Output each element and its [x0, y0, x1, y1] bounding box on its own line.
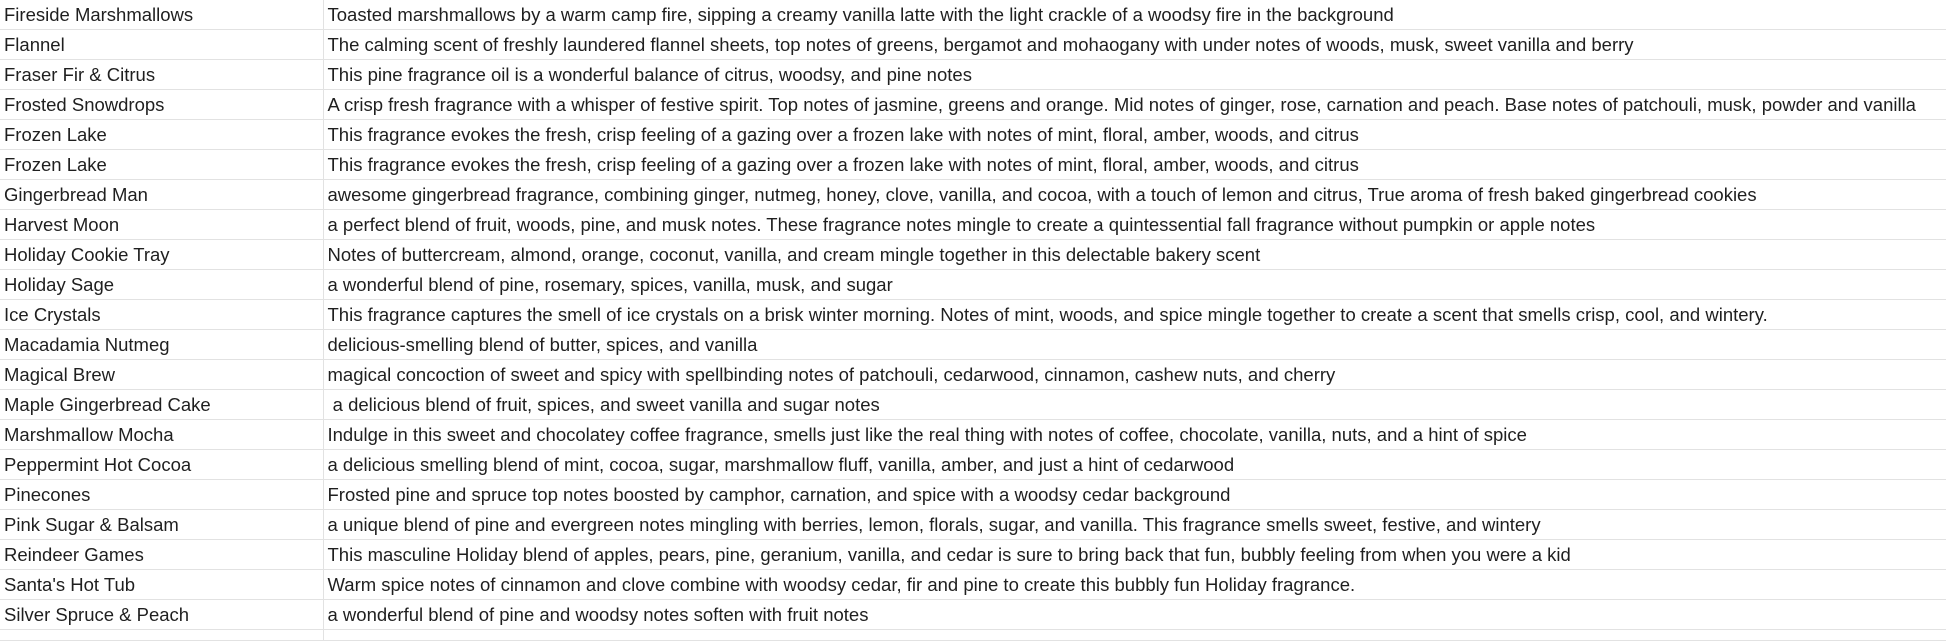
table-row [0, 360, 1946, 390]
fragrance-name-cell[interactable]: Marshmallow Mocha [0, 420, 323, 450]
fragrance-description-cell[interactable]: Indulge in this sweet and chocolatey coffee fragrance, smells just like the real thing with notes of coffee, chocolate, vanilla, nuts, and a hint of spice [323, 420, 1946, 450]
fragrance-description-cell[interactable]: The calming scent of freshly laundered flannel sheets, top notes of greens, bergamot and mohaogany with under notes of woods, musk, sweet vanilla and berry [323, 30, 1946, 60]
table-row [0, 420, 1946, 450]
fragrance-name-cell[interactable]: Frozen Lake [0, 150, 323, 180]
fragrance-description-cell[interactable]: a wonderful blend of pine, rosemary, spices, vanilla, musk, and sugar [323, 270, 1946, 300]
table-row [0, 180, 1946, 210]
fragrance-name-cell[interactable]: Fireside Marshmallows [0, 0, 323, 30]
fragrance-name-cell[interactable]: Silver Spruce & Peach [0, 600, 323, 630]
fragrance-description-cell[interactable]: delicious-smelling blend of butter, spices, and vanilla [323, 330, 1946, 360]
table-row [0, 600, 1946, 630]
fragrance-description-cell[interactable]: A crisp fresh fragrance with a whisper of festive spirit. Top notes of jasmine, greens and orange. Mid notes of ginger, rose, carnation and peach. Base notes of patchouli, musk, powder and vanilla [323, 90, 1946, 120]
fragrance-description-cell[interactable]: Notes of buttercream, almond, orange, coconut, vanilla, and cream mingle together in this delectable bakery scent [323, 240, 1946, 270]
table-row [0, 270, 1946, 300]
table-row [0, 210, 1946, 240]
fragrance-name-cell[interactable]: Santa's Hot Tub [0, 570, 323, 600]
table-row [0, 540, 1946, 570]
table-row [0, 240, 1946, 270]
fragrance-name-cell[interactable]: Pink Sugar & Balsam [0, 510, 323, 540]
fragrance-name-cell[interactable]: Holiday Sage [0, 270, 323, 300]
fragrance-description-cell[interactable]: This fragrance evokes the fresh, crisp feeling of a gazing over a frozen lake with notes of mint, floral, amber, woods, and citrus [323, 120, 1946, 150]
fragrance-name-cell[interactable]: Frozen Lake [0, 120, 323, 150]
fragrance-name-cell[interactable]: Fraser Fir & Citrus [0, 60, 323, 90]
table-row [0, 300, 1946, 330]
fragrance-name-cell[interactable]: Maple Gingerbread Cake [0, 390, 323, 420]
table-row [0, 450, 1946, 480]
fragrance-name-cell[interactable]: Harvest Moon [0, 210, 323, 240]
fragrance-description-cell[interactable]: This masculine Holiday blend of apples, pears, pine, geranium, vanilla, and cedar is sure to bring back that fun, bubbly feeling from when you were a kid [323, 540, 1946, 570]
fragrance-description-cell[interactable]: magical concoction of sweet and spicy with spellbinding notes of patchouli, cedarwood, cinnamon, cashew nuts, and cherry [323, 360, 1946, 390]
empty-row [0, 630, 1946, 641]
table-row [0, 60, 1946, 90]
table-row [0, 480, 1946, 510]
table-row [0, 330, 1946, 360]
fragrance-name-cell[interactable]: Peppermint Hot Cocoa [0, 450, 323, 480]
fragrance-description-cell[interactable]: Frosted pine and spruce top notes boosted by camphor, carnation, and spice with a woodsy cedar background [323, 480, 1946, 510]
fragrance-description-cell[interactable]: Warm spice notes of cinnamon and clove combine with woodsy cedar, fir and pine to create this bubbly fun Holiday fragrance. [323, 570, 1946, 600]
fragrance-description-cell[interactable]: a perfect blend of fruit, woods, pine, and musk notes. These fragrance notes mingle to create a quintessential fall fragrance without pumpkin or apple notes [323, 210, 1946, 240]
fragrance-description-cell[interactable]: a delicious blend of fruit, spices, and sweet vanilla and sugar notes [323, 390, 1946, 420]
fragrance-name-cell[interactable]: Macadamia Nutmeg [0, 330, 323, 360]
fragrance-name-cell[interactable]: Reindeer Games [0, 540, 323, 570]
fragrance-name-cell[interactable]: Pinecones [0, 480, 323, 510]
fragrance-description-cell[interactable]: a wonderful blend of pine and woodsy notes soften with fruit notes [323, 600, 1946, 630]
fragrance-name-cell[interactable]: Frosted Snowdrops [0, 90, 323, 120]
fragrance-description-cell[interactable]: Toasted marshmallows by a warm camp fire, sipping a creamy vanilla latte with the light crackle of a woodsy fire in the background [323, 0, 1946, 30]
fragrance-description-cell[interactable]: This fragrance captures the smell of ice crystals on a brisk winter morning. Notes of mint, woods, and spice mingle together to create a scent that smells crisp, cool, and wintery. [323, 300, 1946, 330]
table-row [0, 570, 1946, 600]
fragrance-name-cell[interactable]: Flannel [0, 30, 323, 60]
table-row [0, 120, 1946, 150]
fragrance-description-cell[interactable]: a unique blend of pine and evergreen notes mingling with berries, lemon, florals, sugar, and vanilla. This fragrance smells sweet, festive, and wintery [323, 510, 1946, 540]
table-row [0, 390, 1946, 420]
table-row [0, 30, 1946, 60]
table-row [0, 150, 1946, 180]
fragrance-description-cell[interactable]: This pine fragrance oil is a wonderful balance of citrus, woodsy, and pine notes [323, 60, 1946, 90]
table-row [0, 510, 1946, 540]
fragrance-name-cell[interactable]: Holiday Cookie Tray [0, 240, 323, 270]
fragrance-description-cell[interactable]: awesome gingerbread fragrance, combining ginger, nutmeg, honey, clove, vanilla, and cocoa, with a touch of lemon and citrus, True aroma of fresh baked gingerbread cookies [323, 180, 1946, 210]
fragrance-description-cell[interactable]: a delicious smelling blend of mint, cocoa, sugar, marshmallow fluff, vanilla, amber, and just a hint of cedarwood [323, 450, 1946, 480]
fragrance-name-cell[interactable]: Ice Crystals [0, 300, 323, 330]
fragrance-description-cell[interactable]: This fragrance evokes the fresh, crisp feeling of a gazing over a frozen lake with notes of mint, floral, amber, woods, and citrus [323, 150, 1946, 180]
fragrance-name-cell[interactable]: Gingerbread Man [0, 180, 323, 210]
empty-cell[interactable] [0, 630, 323, 641]
table-row [0, 90, 1946, 120]
empty-cell[interactable] [323, 630, 1946, 641]
fragrance-name-cell[interactable]: Magical Brew [0, 360, 323, 390]
table-row [0, 0, 1946, 30]
